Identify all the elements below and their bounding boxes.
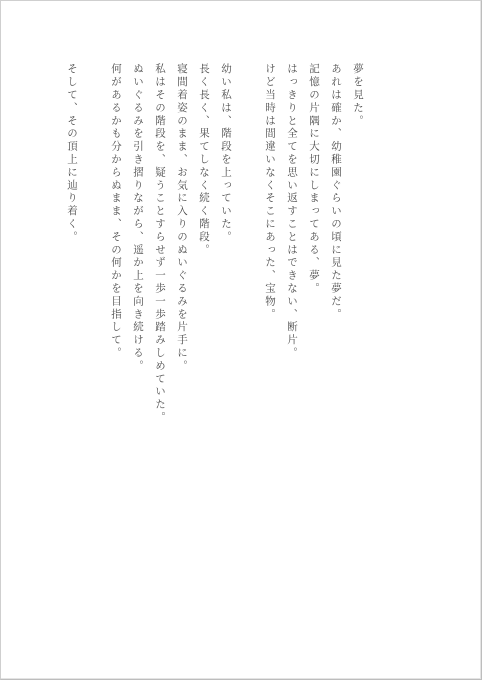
text-line: はっきりと全てを思い返すことはできない、断片。	[286, 63, 298, 360]
text-line: 幼い私は、階段を上っていた。	[220, 63, 232, 244]
text-line: 長く長く、果てしなく続く階段。	[198, 63, 210, 257]
text-line: けど当時は間違いなくそこにあった、宝物。	[264, 63, 276, 321]
vertical-text-body	[61, 63, 369, 503]
text-line: 寝間着姿のまま、お気に入りのぬいぐるみを片手に。	[176, 63, 188, 373]
paragraph-break	[237, 63, 259, 503]
paragraph-break	[83, 63, 105, 503]
text-line: あれは確か、幼稚園ぐらいの頃に見た夢だ。	[330, 63, 342, 321]
text-line: 私はその階段を、疑うことすらせず一歩一歩踏みしめていた。	[154, 63, 166, 425]
text-line: そして、その頂上に辿り着く。	[66, 63, 78, 244]
text-line: 夢を見た。	[352, 63, 364, 128]
text-line: ぬいぐるみを引き摺りながら、遥か上を向き続ける。	[132, 63, 144, 373]
text-line: 何があるかも分からぬまま、その何かを目指して。	[110, 63, 122, 360]
text-line: 記憶の片隅に大切にしまってある、夢。	[308, 63, 320, 296]
